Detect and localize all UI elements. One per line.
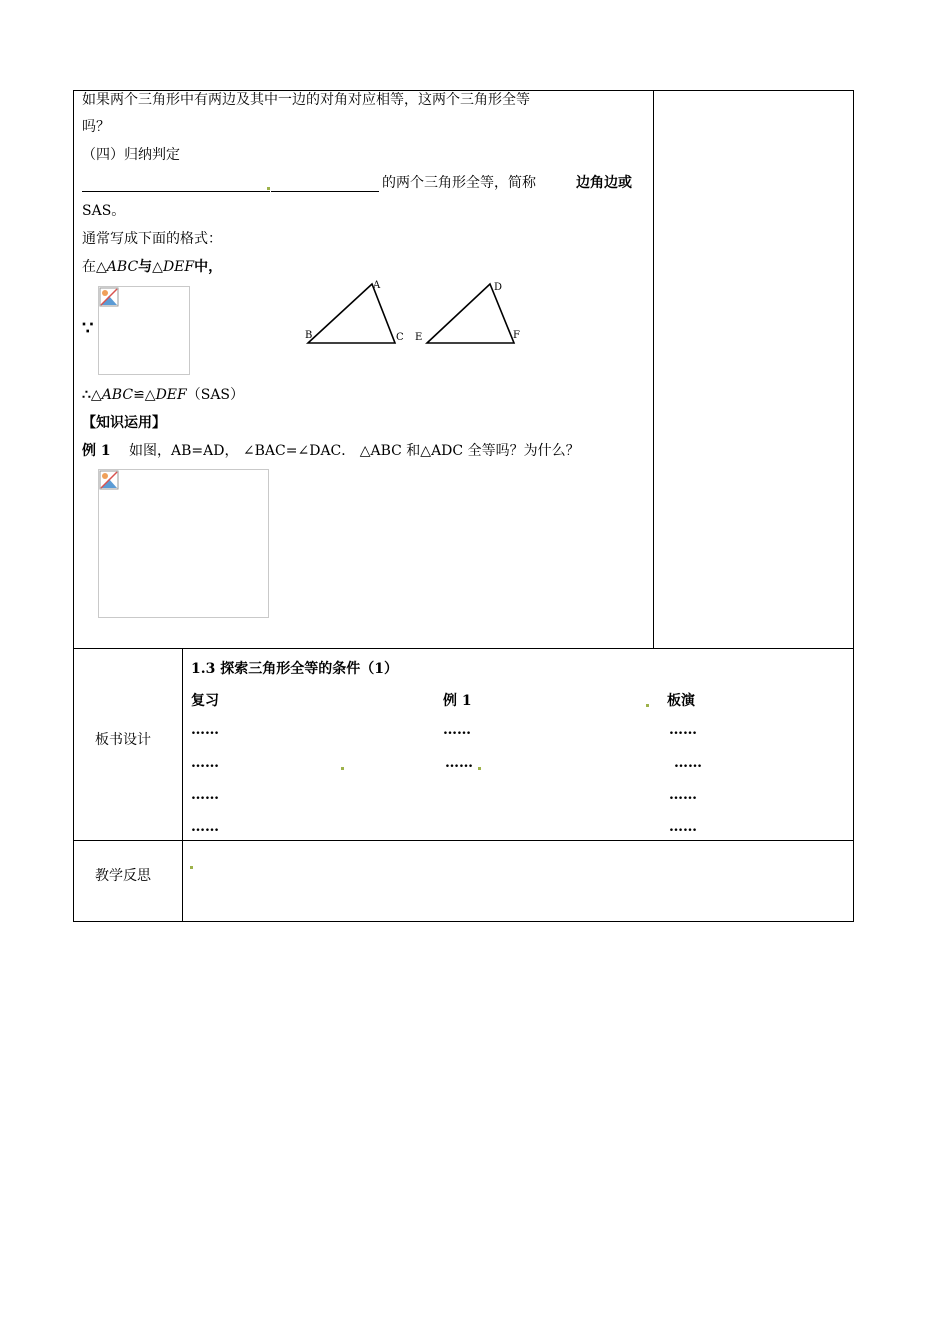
section-title: （四）归纳判定 <box>82 147 180 163</box>
triangle-abc <box>308 284 395 343</box>
board-col-demo-heading: 板演 <box>667 693 695 709</box>
therefore-line <box>82 386 244 404</box>
label-c: C <box>396 332 404 343</box>
label-e: E <box>415 332 423 343</box>
broken-image-icon <box>99 287 119 307</box>
knowledge-header: 【知识运用】 <box>82 415 166 431</box>
board-demo-item: …… <box>669 787 697 803</box>
question-line-2: 吗？ <box>82 119 110 135</box>
board-review-item: …… <box>191 787 219 803</box>
label-a: A <box>373 280 381 291</box>
example-label: 例 1 <box>82 443 111 459</box>
in-def: DEF <box>162 259 195 275</box>
format-intro: 通常写成下面的格式： <box>82 231 222 247</box>
table-row-divider-1 <box>73 648 854 649</box>
marker-dot <box>478 767 481 770</box>
board-col-example-heading: 例 1 <box>443 693 472 709</box>
broken-image-icon <box>99 470 119 490</box>
therefore-suffix: （SAS） <box>186 387 245 403</box>
therefore-cong: ≌△ <box>133 387 156 403</box>
board-title: 1.3 探索三角形全等的条件（1） <box>191 661 398 677</box>
fill-blank-suffix: 的两个三角形全等，简称 <box>382 175 536 191</box>
triangles-figure <box>300 276 530 352</box>
label-f: F <box>513 330 520 341</box>
board-col-review-heading: 复习 <box>191 693 219 709</box>
in-abc: ABC <box>106 259 139 275</box>
question-line-1: 如果两个三角形中有两边及其中一边的对角对应相等，这两个三角形全等 <box>82 92 530 108</box>
in-prefix: 在△ <box>82 259 107 275</box>
table-col-divider-label <box>182 648 183 922</box>
example-text: 如图，AB=AD， ∠BAC=∠DAC． △ABC 和△ADC 全等吗？为什么？ <box>129 443 580 459</box>
board-review-item: …… <box>191 819 219 835</box>
board-review-item: …… <box>191 755 219 771</box>
board-review-item: …… <box>191 722 219 738</box>
table-border-right <box>853 90 854 922</box>
reflection-label: 教学反思 <box>95 868 151 884</box>
marker-dot <box>190 866 193 869</box>
board-label: 板书设计 <box>95 732 151 748</box>
marker-dot <box>341 767 344 770</box>
table-border-left <box>73 90 74 922</box>
board-demo-item: …… <box>669 819 697 835</box>
label-d: D <box>494 282 503 293</box>
fill-blank-bold: 边角边或 <box>576 175 632 191</box>
therefore-abc: ABC <box>101 387 134 403</box>
in-triangle-line <box>82 258 222 276</box>
marker-dot <box>267 187 270 190</box>
board-demo-item: …… <box>669 722 697 738</box>
therefore-prefix: ∴△ <box>82 387 102 403</box>
board-example-item: …… <box>443 722 471 738</box>
fill-blank-line-2[interactable] <box>271 191 379 192</box>
fill-blank-line-1[interactable] <box>82 191 270 192</box>
table-divider-upper-right <box>653 90 654 648</box>
sas-line: SAS。 <box>82 203 126 219</box>
marker-dot <box>646 704 649 707</box>
in-suffix: 中， <box>194 259 223 275</box>
image-placeholder-conditions <box>98 286 190 375</box>
board-demo-item: …… <box>674 755 702 771</box>
therefore-def: DEF <box>155 387 187 403</box>
in-with: 与△ <box>138 259 163 275</box>
table-row-divider-2 <box>73 840 854 841</box>
table-border-bottom <box>73 921 854 922</box>
label-b: B <box>305 330 313 341</box>
because-symbol: ∵ <box>82 318 94 339</box>
board-example-item: …… <box>445 755 473 771</box>
image-placeholder-example <box>98 469 269 618</box>
